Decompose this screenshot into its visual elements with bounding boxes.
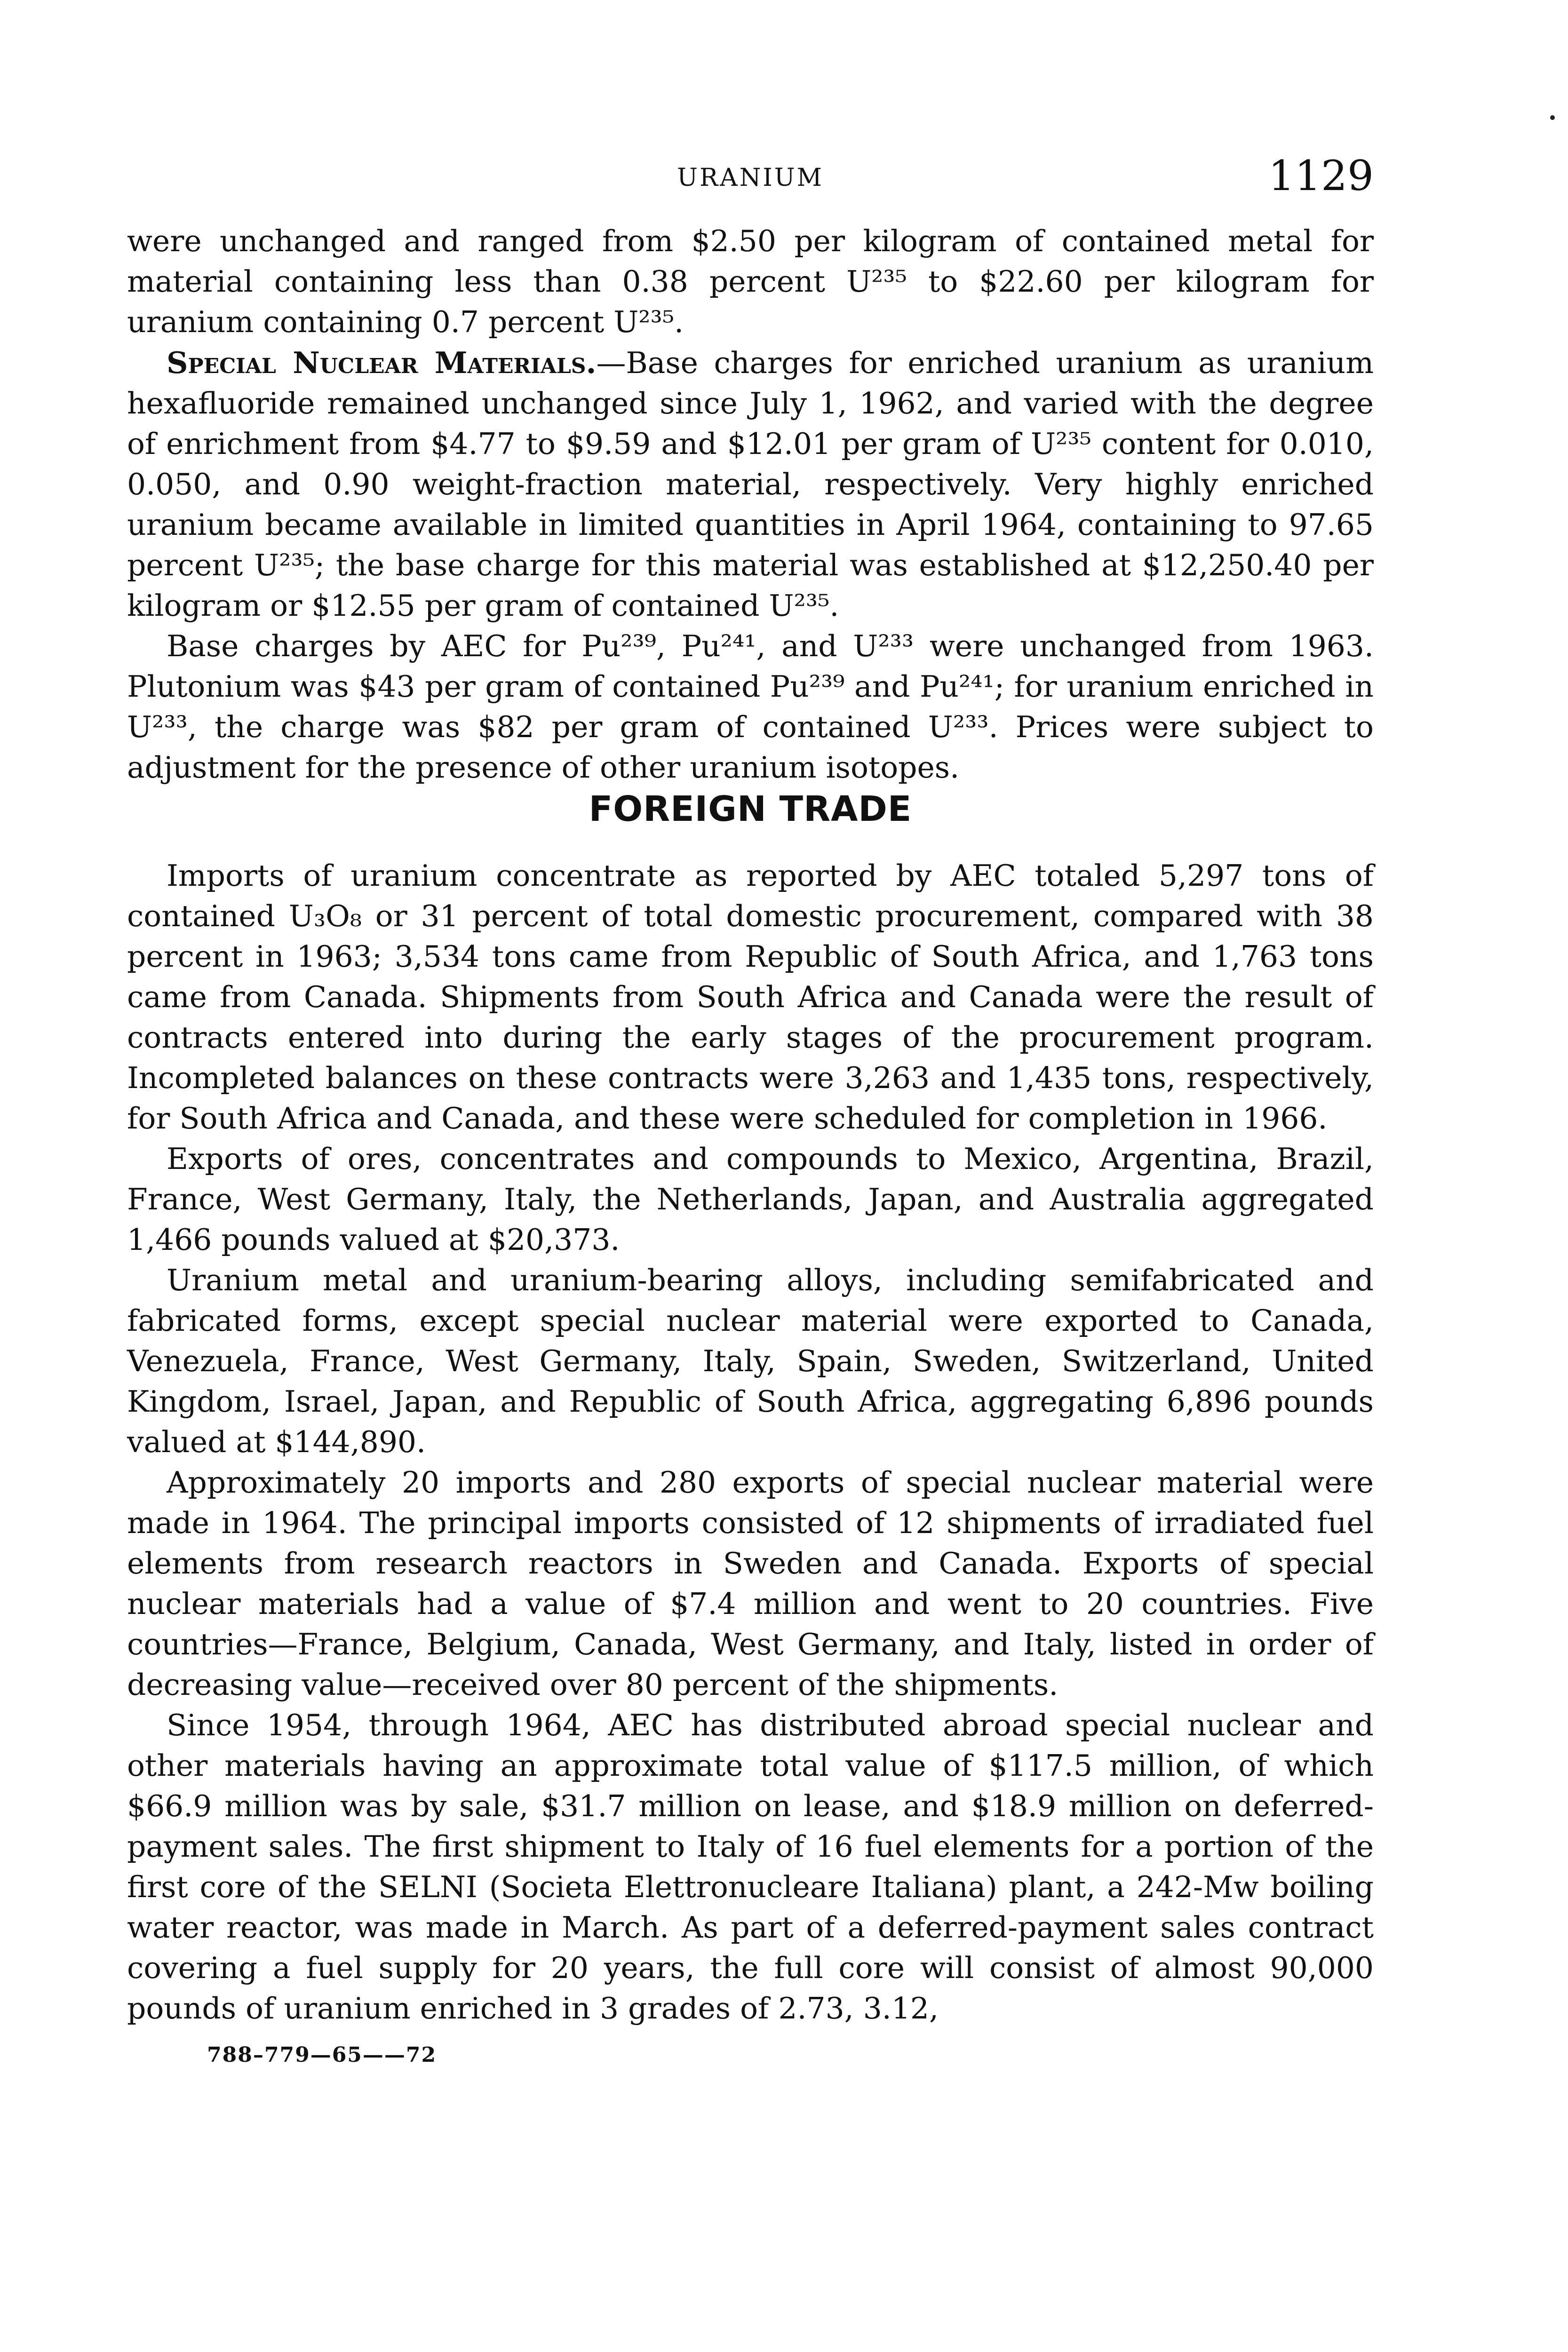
paragraph-exports-ores: Exports of ores, concentrates and compounds to Mexico, Argentina, Brazil, France, West Germany, Italy, the Netherlands, Japan, and Australia aggregated 1,466 pounds valued at $20,373. (127, 1142, 1374, 1257)
run-in-heading: Special Nuclear Materials. (167, 345, 597, 380)
running-head (127, 141, 1374, 198)
page-number: 1129 (1268, 151, 1374, 200)
stray-mark (1550, 115, 1555, 120)
paragraph-distribution-abroad: Since 1954, through 1964, AEC has distributed abroad special nuclear and other materials having an approximate total value of $117.5 million, of which $66.9 million was by sale, $31.7 million on lease, and $18.9 million on deferred-payment sales. The first shipment to Italy of 16 fuel elements for a portion of the first core of the SELNI (Societa Elettronucleare Italiana) plant, a 242-Mw boiling water reactor, was made in March. As part of a deferred-payment sales contract covering a fuel supply for 20 years, the full core will consist of almost 90,000 pounds of uranium enriched in 3 grades of 2.73, 3.12, (127, 1708, 1374, 2026)
paragraph-special-nuclear-trade: Approximately 20 imports and 280 exports of special nuclear material were made in 1964. The principal imports consisted of 12 shipments of irradiated fuel elements from research reactors in Sweden and Canada. Exports of special nuclear materials had a value of $7.4 million and went to 20 countries. Five countries—France, Belgium, Canada, West Germany, and Italy, listed in order of decreasing value—received over 80 percent of the shipments. (127, 1465, 1374, 1702)
paragraph-exports-metal: Uranium metal and uranium-bearing alloys, including semifabricated and fabricated forms, except special nuclear material were exported to Canada, Venezuela, France, West Germany, Italy, Spain, Sweden, Switzerland, United Kingdom, Israel, Japan, and Republic of South Africa, aggregating 6,896 pounds valued at $144,890. (127, 1263, 1374, 1459)
print-code: 788–779—65——72 (207, 2043, 437, 2067)
document-page (127, 141, 1374, 2067)
paragraph-continued: were unchanged and ranged from $2.50 per kilogram of contained metal for material containing less than 0.38 percent U²³⁵ to $22.60 per kilogram for uranium containing 0.7 percent U²³⁵. (127, 224, 1374, 339)
paragraph-text: —Base charges for enriched uranium as uranium hexafluoride remained unchanged since July 1, 1962, and varied with the degree of enrichment from $4.77 to $9.59 and $12.01 per gram of U²³⁵ content for 0.010, 0.050, and 0.90 weight-fraction material, respectively. Very highly enriched uranium became available in limited quantities in April 1964, containing to 97.65 percent U²³⁵; the base charge for this material was established at $12,250.40 per kilogram or $12.55 per gram of contained U²³⁵. (127, 346, 1374, 623)
paragraph-imports: Imports of uranium concentrate as reported by AEC totaled 5,297 tons of contained U₃O₈ or 31 percent of total domestic procurement, compared with 38 percent in 1963; 3,534 tons came from Republic of South Africa, and 1,763 tons came from Canada. Shipments from South Africa and Canada were the result of contracts entered into during the early stages of the procurement program. Incompleted balances on these contracts were 3,263 and 1,435 tons, respectively, for South Africa and Canada, and these were scheduled for completion in 1966. (127, 858, 1374, 1136)
section-heading: FOREIGN TRADE (589, 789, 912, 829)
paragraph-special-nuclear-materials (127, 342, 1374, 626)
paragraph-base-charges: Base charges by AEC for Pu²³⁹, Pu²⁴¹, and U²³³ were unchanged from 1963. Plutonium was $43 per gram of contained Pu²³⁹ and Pu²⁴¹; for uranium enriched in U²³³, the charge was $82 per gram of contained U²³³. Prices were subject to adjustment for the presence of other uranium isotopes. (127, 629, 1374, 785)
running-title: URANIUM (677, 164, 824, 192)
